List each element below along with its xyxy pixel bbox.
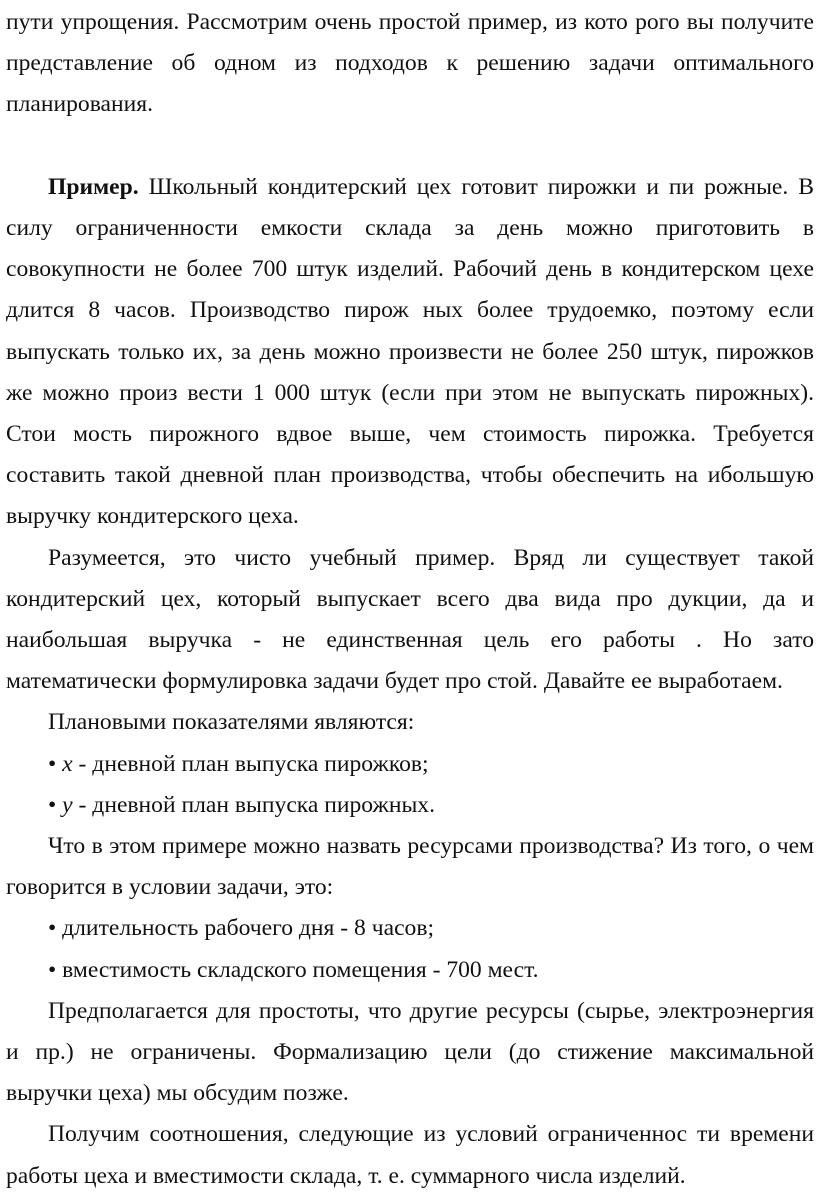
variable-y-description: - дневной план выпуска пирожных. [72, 791, 435, 818]
list-item-variable-y [6, 785, 814, 826]
paragraph-intro-continuation: пути упрощения. Рассмотрим очень простой пример, из кото рого вы получите представление об одном из подходов к решению задачи оптимального планирования. [6, 9, 814, 118]
variable-x-description: - дневной план выпуска пирожков; [72, 750, 429, 777]
list-item-variable-x [6, 744, 814, 785]
paragraph-relations: Получим соотношения, следующие из условий ограниченнос ти времени работы цеха и вместимости склада, т. е. суммарного числа изделий. [6, 1121, 814, 1189]
bullet-icon: • [48, 791, 57, 818]
bullet-icon: • [48, 750, 57, 777]
document-body [6, 2, 814, 1197]
list-item-warehouse: • вместимость складского помещения - 700 мест. [48, 956, 539, 983]
variable-x: x [62, 750, 73, 777]
paragraph-resources-question: Что в этом примере можно назвать ресурсами производства? Из того, о чем говорится в условии задачи, это: [6, 833, 814, 901]
paragraph-assumption: Предполагается для простоты, что другие ресурсы (сырье, электроэнергия и пр.) не ограничены. Формализацию цели (до стижение максимальной выручки цеха) мы обсудим позже. [6, 997, 814, 1107]
paragraph-indicators-intro: Плановыми показателями являются: [48, 709, 415, 736]
example-heading: Пример. [48, 173, 139, 200]
variable-y: y [62, 791, 73, 818]
paragraph-discussion: Разумеется, это чисто учебный пример. Вряд ли существует такой кондитерский цех, который выпускает всего два вида про дукции, да и наибольшая выручка - не единственная цель его работы . Но зато математически формулировка задачи будет про стой. Давайте ее выработаем. [6, 544, 814, 695]
list-item-work-day: • длительность рабочего дня - 8 часов; [48, 915, 435, 942]
example-text: Школьный кондитерский цех готовит пирожки и пи рожные. В силу ограниченности емкости склада за день можно приготовить в совокупности не более 700 штук изделий. Рабочий день в кондитерском цехе длится 8 часов. Производство пирож ных более трудоемко, поэтому если выпускать только их, за день можно произвести не более 250 штук, пирожков же можно произ вести 1 000 штук (если при этом не выпускать пирожных). Стои мость пирожного вдвое выше, чем стоимость пирожка. Требуется составить такой дневной план производства, чтобы обеспечить на ибольшую выручку кондитерского цеха. [6, 173, 814, 530]
paragraph-example [6, 167, 814, 538]
paragraph-spacer [6, 126, 814, 167]
